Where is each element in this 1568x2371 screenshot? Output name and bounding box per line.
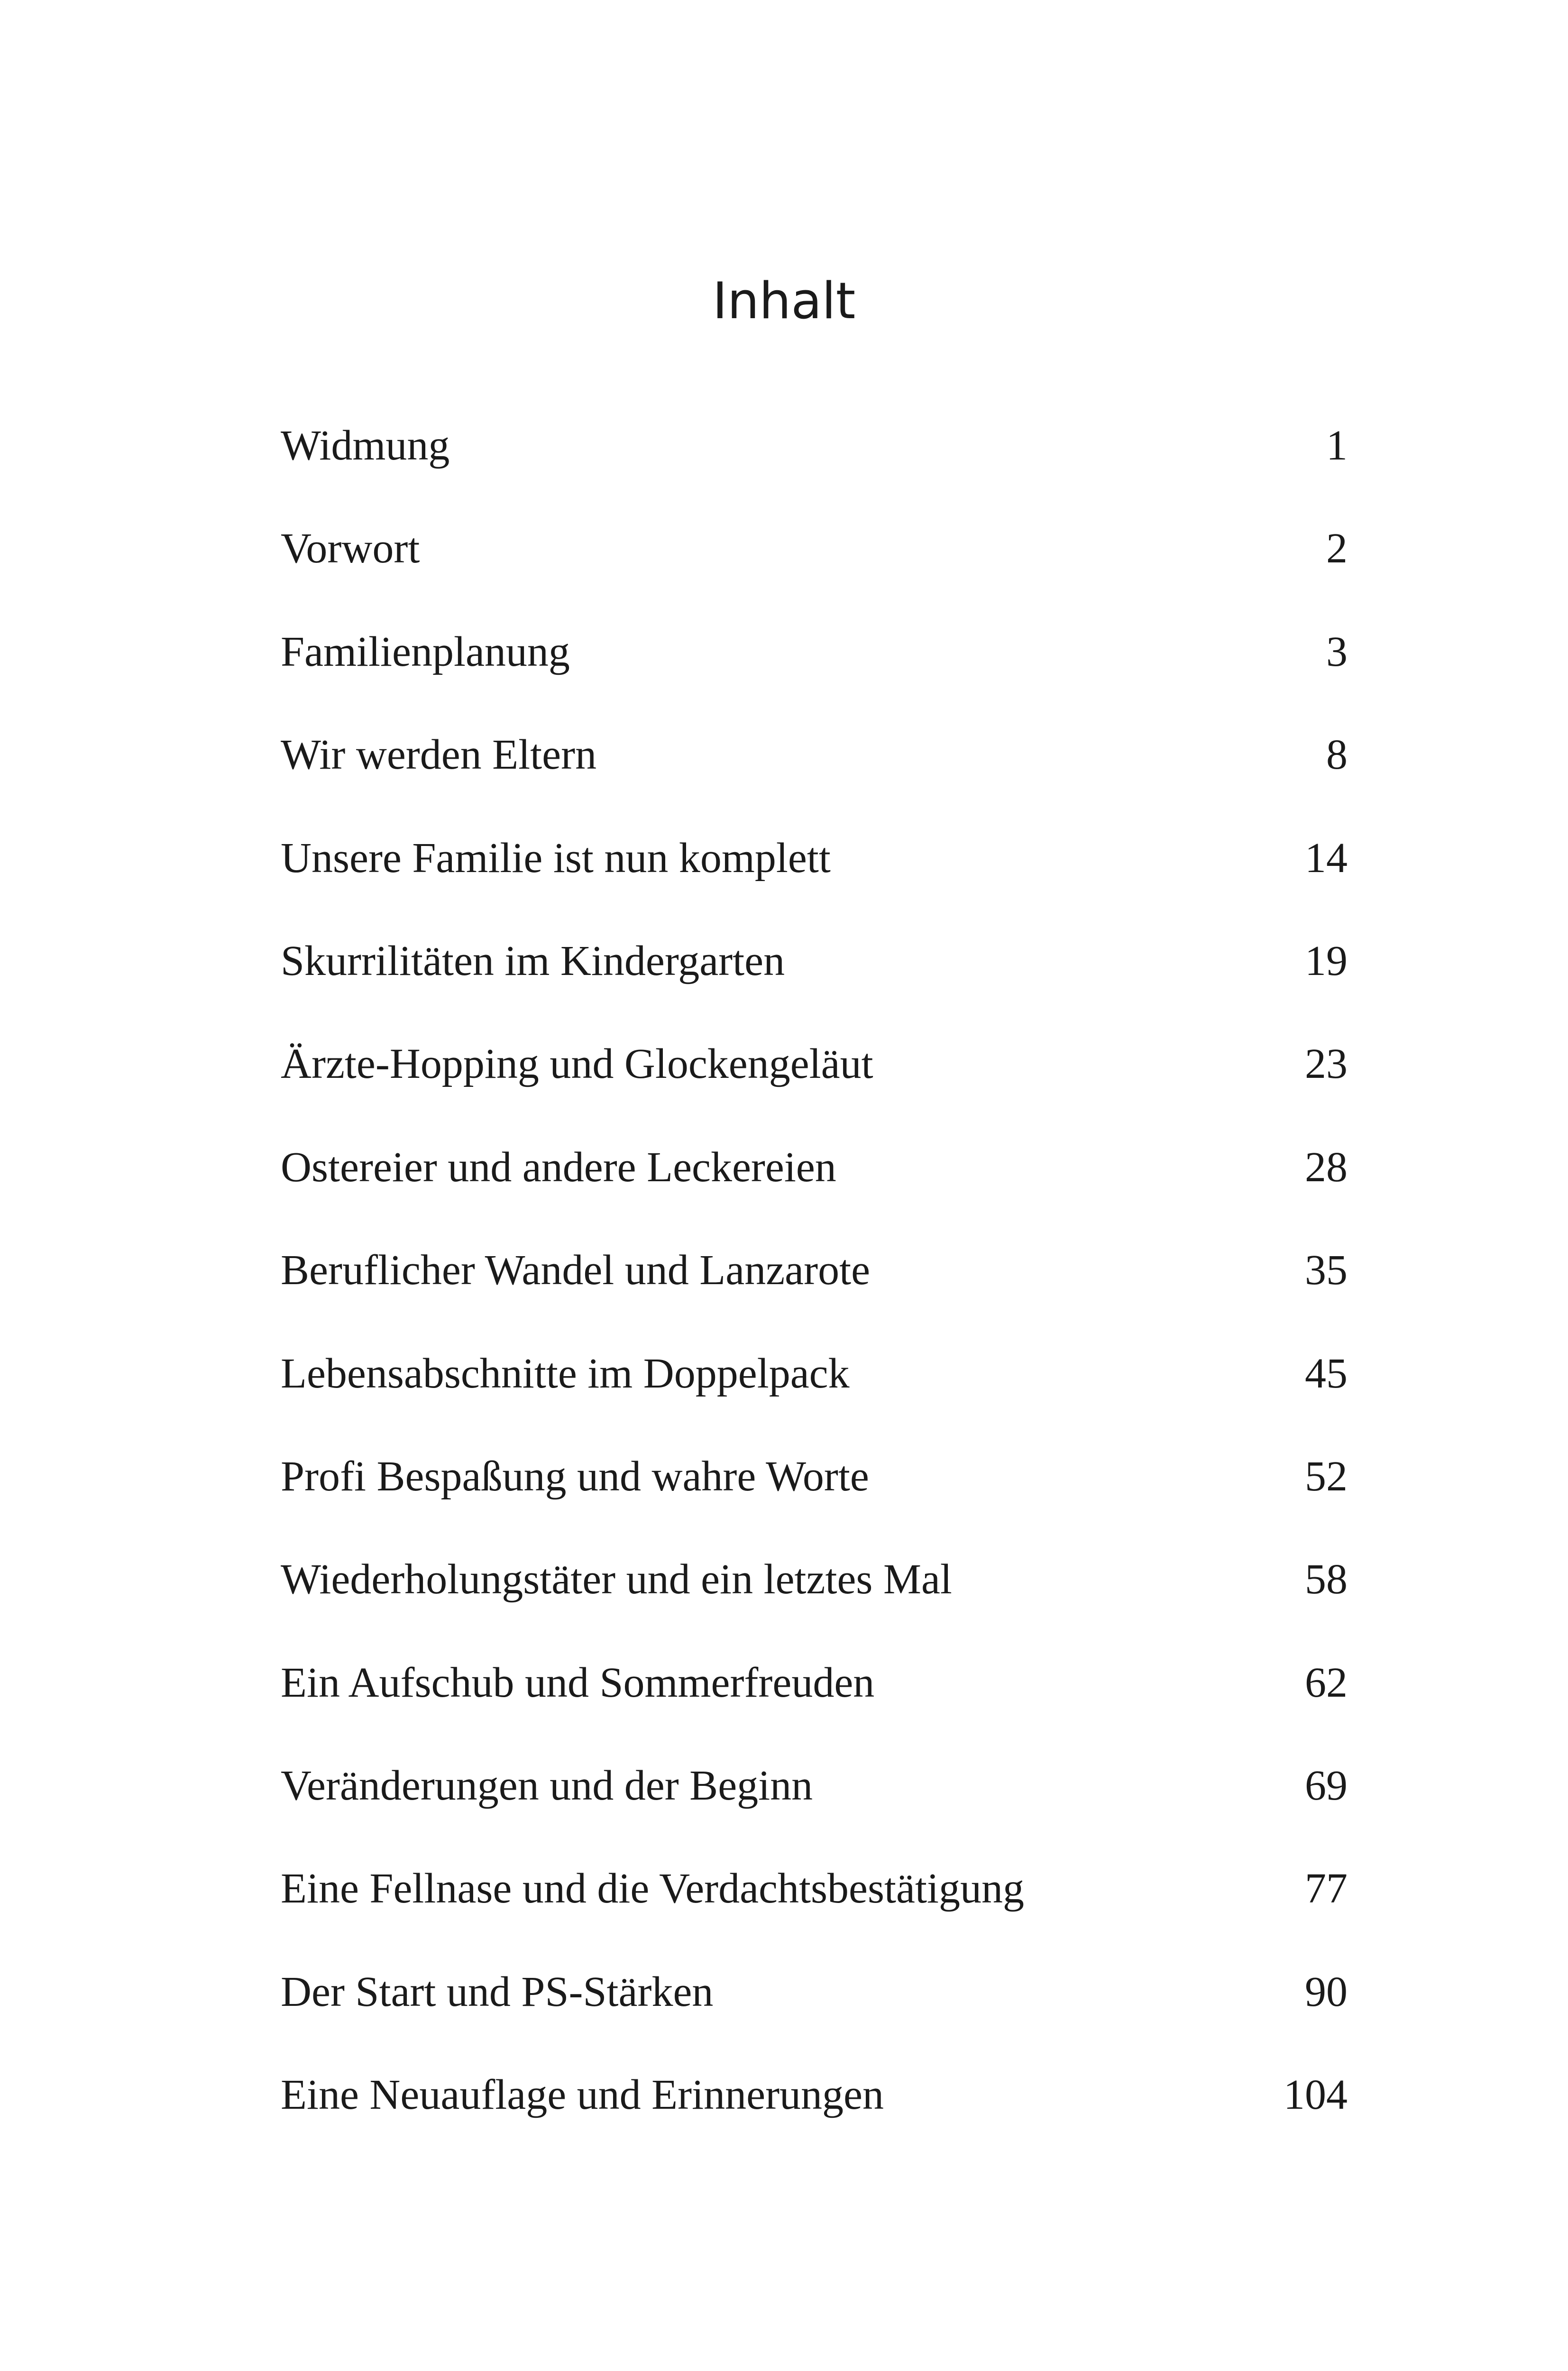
toc-entry-page-number: 8	[1326, 731, 1348, 779]
toc-entry-page-number: 23	[1305, 1040, 1348, 1088]
toc-entry	[281, 616, 1348, 719]
toc-entry-title: Eine Fellnase und die Verdachtsbestätigung	[281, 1865, 1024, 1912]
toc-entry-title: Familienplanung	[281, 628, 570, 675]
toc-entry-title: Skurrilitäten im Kindergarten	[281, 937, 785, 984]
toc-entry-page-number: 77	[1305, 1865, 1348, 1912]
toc-entry	[281, 1132, 1348, 1235]
toc-entry-title: Lebensabschnitte im Doppelpack	[281, 1350, 850, 1397]
toc-entry-title: Beruflicher Wandel und Lanzarote	[281, 1247, 871, 1294]
toc-entry-page-number: 58	[1305, 1556, 1348, 1603]
toc-entry-title: Ostereier und andere Leckereien	[281, 1143, 836, 1191]
toc-entry-page-number: 3	[1326, 628, 1348, 675]
toc-entry-page-number: 104	[1284, 2071, 1348, 2119]
toc-entry	[281, 1338, 1348, 1441]
toc-entry-page-number: 1	[1326, 422, 1348, 469]
toc-entry	[281, 823, 1348, 926]
toc-entry-page-number: 45	[1305, 1350, 1348, 1397]
toc-entry-page-number: 52	[1305, 1452, 1348, 1500]
toc-entry	[281, 1957, 1348, 2059]
toc-entry-title: Eine Neuauflage und Erinnerungen	[281, 2071, 884, 2119]
toc-entry-title: Der Start und PS-Stärken	[281, 1968, 714, 2015]
toc-entry-title: Unsere Familie ist nun komplett	[281, 834, 831, 882]
toc-entry-page-number: 69	[1305, 1762, 1348, 1810]
toc-entry-page-number: 90	[1305, 1968, 1348, 2015]
toc-entry-title: Wiederholungstäter und ein letztes Mal	[281, 1556, 952, 1603]
toc-entry	[281, 719, 1348, 822]
toc-entry	[281, 410, 1348, 513]
toc-entry-title: Ein Aufschub und Sommerfreuden	[281, 1659, 875, 1706]
toc-entry	[281, 1544, 1348, 1647]
toc-entry-title: Widmung	[281, 422, 450, 469]
toc-entry-page-number: 14	[1305, 834, 1348, 882]
toc-entry-title: Wir werden Eltern	[281, 731, 597, 779]
toc-entry-page-number: 28	[1305, 1143, 1348, 1191]
page-title: Inhalt	[712, 272, 856, 330]
toc-entry	[281, 926, 1348, 1029]
toc-entry	[281, 1647, 1348, 1750]
toc-entry-page-number: 2	[1326, 525, 1348, 572]
toc-entry-title: Veränderungen und der Beginn	[281, 1762, 813, 1810]
toc-entry	[281, 1029, 1348, 1131]
toc-entry	[281, 2059, 1348, 2162]
toc-entry-title: Ärzte-Hopping und Glockengeläut	[281, 1040, 873, 1088]
toc-entry-title: Profi Bespaßung und wahre Worte	[281, 1452, 869, 1500]
toc-entry	[281, 1441, 1348, 1544]
toc-entry-title: Vorwort	[281, 525, 420, 572]
toc-entry	[281, 1853, 1348, 1956]
toc-entry-page-number: 19	[1305, 937, 1348, 984]
toc-entry	[281, 513, 1348, 616]
table-of-contents	[281, 410, 1348, 2163]
toc-entry-page-number: 62	[1305, 1659, 1348, 1706]
toc-entry-page-number: 35	[1305, 1247, 1348, 1294]
toc-entry	[281, 1235, 1348, 1338]
toc-entry	[281, 1750, 1348, 1853]
